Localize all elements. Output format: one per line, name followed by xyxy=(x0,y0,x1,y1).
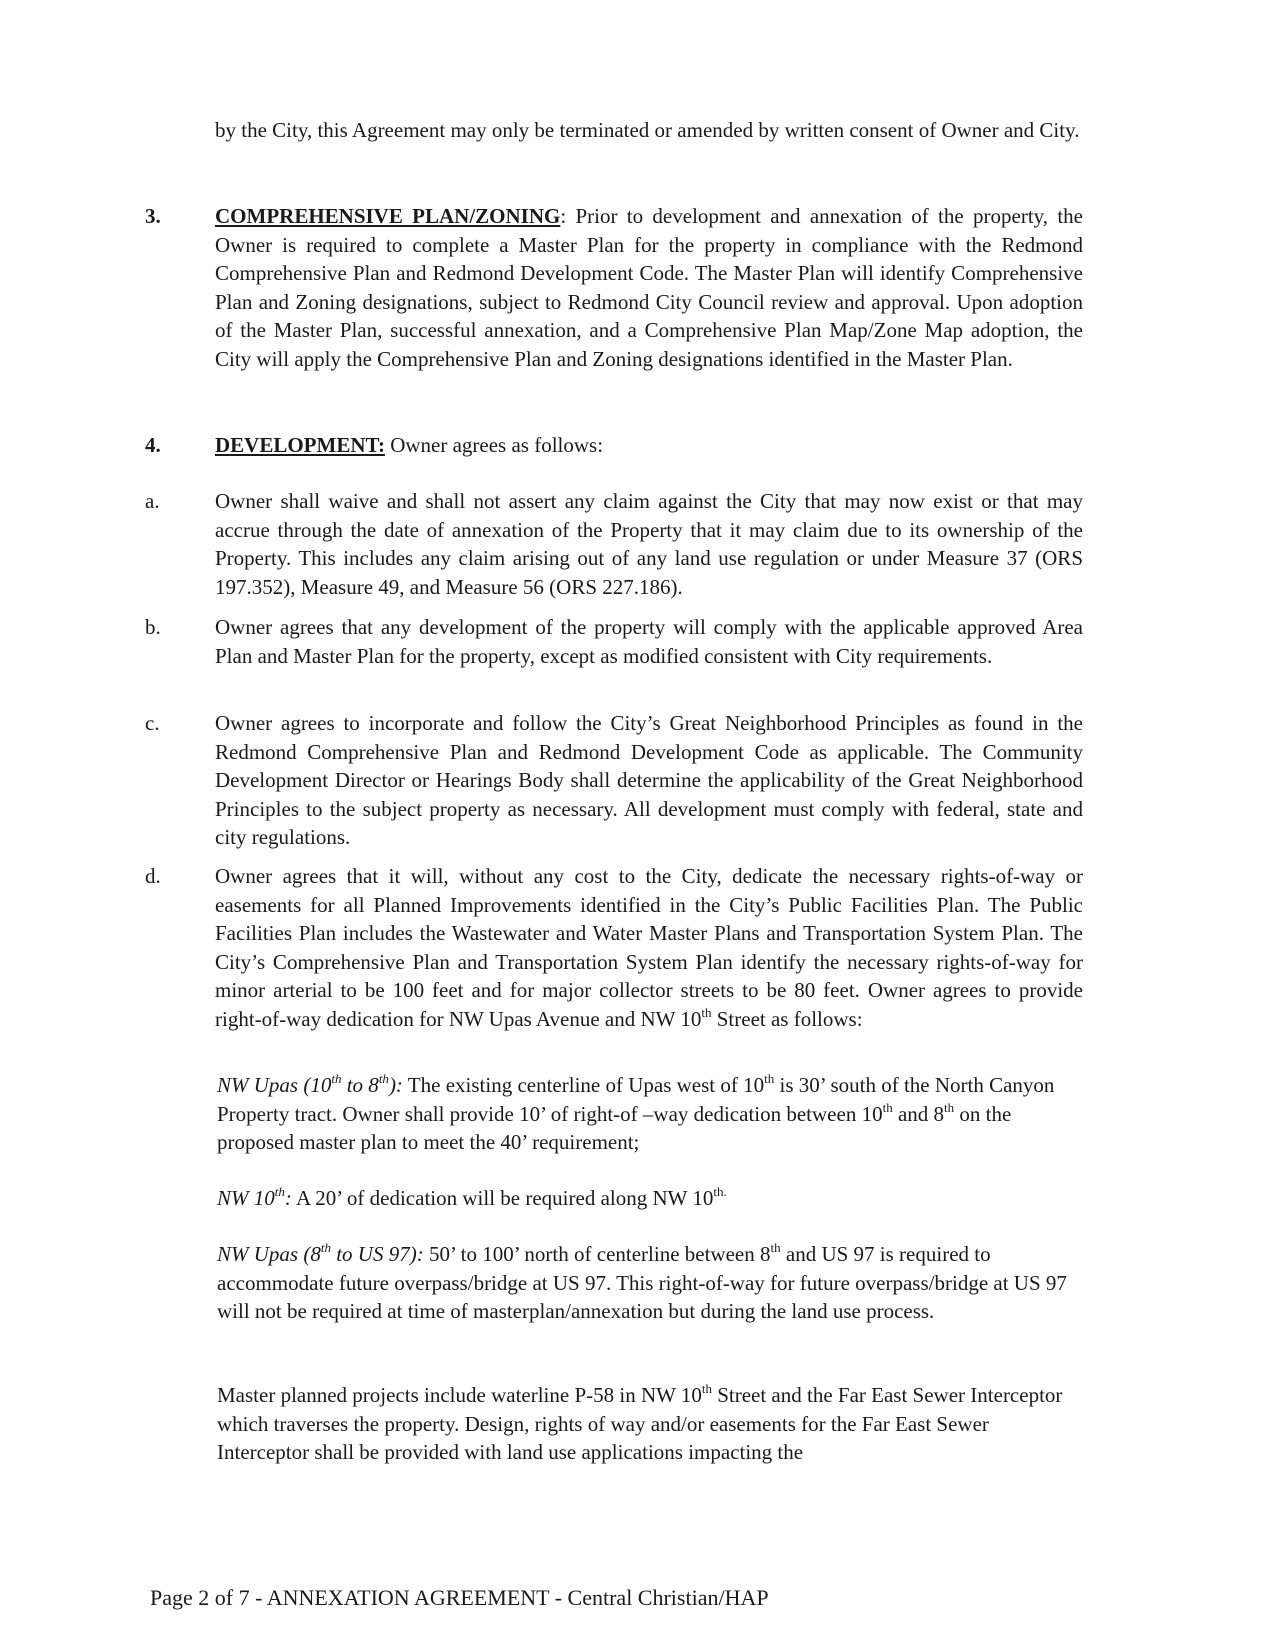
nw-10th-label xyxy=(217,1186,292,1210)
section-4-paragraph xyxy=(215,431,1083,460)
upas-8-us97-label xyxy=(217,1242,424,1266)
upas1-label-b: to 8 xyxy=(341,1073,379,1097)
upas1-sup-b: th xyxy=(882,1099,893,1115)
item-d-text-end: Street as follows: xyxy=(711,1006,863,1031)
upas1-label-c: ): xyxy=(388,1073,403,1097)
section-3-number: 3. xyxy=(145,204,161,228)
upas1-label-a: NW Upas (10 xyxy=(217,1073,332,1097)
item-c-letter: c. xyxy=(145,711,160,735)
section-3-colon: : xyxy=(560,204,567,228)
nw10-sup: th. xyxy=(713,1184,727,1199)
master-text-a: Master planned projects include waterline P-58 in NW 10 xyxy=(217,1383,702,1407)
master-sup: th xyxy=(701,1381,712,1396)
item-b-paragraph xyxy=(215,613,1083,670)
page-footer: Page 2 of 7 - ANNEXATION AGREEMENT - Central Christian/HAP xyxy=(150,1585,769,1610)
section-4-text: Owner agrees as follows: xyxy=(384,433,604,457)
upas2-label-b: to US 97): xyxy=(330,1242,424,1266)
upas-10-8-label xyxy=(217,1073,403,1097)
master-planned-paragraph xyxy=(217,1381,1083,1467)
item-d-letter: d. xyxy=(145,864,161,888)
item-c-paragraph xyxy=(215,709,1083,852)
upas-8-us97-paragraph xyxy=(217,1240,1083,1326)
upas1-label-sup1: th xyxy=(331,1071,342,1086)
item-c-text: Owner agrees to incorporate and follow the City’s Great Neighborhood Principles as found in the Redmond Comprehensive Plan and Redmond Development Code as applicable. The Community Development Director or Hearings Body shall determine the applicability of the Great Neighborhood Principles to the subject property as necessary. All development must comply with federal, state and city regulations. xyxy=(215,711,1083,849)
upas2-label-a: NW Upas (8 xyxy=(217,1242,321,1266)
upas2-label-sup: th xyxy=(320,1240,331,1255)
section-4-heading: DEVELOPMENT: xyxy=(215,433,385,457)
item-d-paragraph xyxy=(215,862,1083,1033)
nw10-label-a: NW 10 xyxy=(217,1186,275,1210)
upas-10-8-paragraph xyxy=(217,1071,1083,1157)
nw10-label-b: : xyxy=(284,1186,292,1210)
upas1-sup-c: th xyxy=(944,1099,955,1115)
section-3-text: Prior to development and annexation of the property, the Owner is required to complete a Master Plan for the property in compliance with the Redmond Comprehensive Plan and Redmond Development Code. The Master Plan will identify Comprehensive Plan and Zoning designations, subject to Redmond City Council review and approval. Upon adoption of the Master Plan, successful annexation, and a Comprehensive Plan Map/Zone Map adoption, the City will apply the Comprehensive Plan and Zoning designations identified in the Master Plan. xyxy=(215,204,1083,371)
item-a-text: Owner shall waive and shall not assert any claim against the City that may now exist or that may accrue through the date of annexation of the Property that it may claim due to its ownership of the Property. This includes any claim arising out of any land use regulation or under Measure 37 (ORS 197.352), Measure 49, and Measure 56 (ORS 227.186). xyxy=(215,489,1083,599)
upas1-text-a: The existing centerline of Upas west of 10 xyxy=(402,1073,765,1097)
upas2-text-a: 50’ to 100’ north of centerline between 8 xyxy=(423,1242,771,1266)
nw10-label-sup: th xyxy=(274,1184,285,1199)
upas1-text-c: and 8 xyxy=(892,1101,945,1126)
item-a-letter: a. xyxy=(145,489,160,513)
intro-text: by the City, this Agreement may only be terminated or amended by written consent of Owner and City. xyxy=(215,118,1080,142)
item-d-sup: th xyxy=(701,1004,712,1020)
upas1-text-d: on the proposed master plan to meet the 40’ requirement; xyxy=(217,1101,1012,1154)
intro-paragraph xyxy=(215,116,1083,145)
section-3-heading: COMPREHENSIVE PLAN/ZONING xyxy=(215,204,561,228)
upas2-text-b: and US 97 is required to accommodate future overpass/bridge at US 97. This right-of-way for future overpass/bridge at US 97 will not be required at time of masterplan/annexation but during the land use process. xyxy=(217,1242,1067,1323)
upas1-sup-a: th xyxy=(764,1071,775,1086)
section-4-number: 4. xyxy=(145,433,161,457)
upas1-label-sup2: th xyxy=(378,1071,389,1086)
upas2-sup: th xyxy=(770,1240,781,1255)
item-b-letter: b. xyxy=(145,615,161,639)
item-a-paragraph xyxy=(215,487,1083,601)
nw10-text-a: A 20’ of dedication will be required along NW 10 xyxy=(291,1186,714,1210)
item-b-text: Owner agrees that any development of the property will comply with the applicable approved Area Plan and Master Plan for the property, except as modified consistent with City requirements. xyxy=(215,615,1083,668)
upas1-text-b: is 30’ south of the North Canyon Property tract. Owner shall provide 10’ of right-of –way dedication between 10 xyxy=(217,1073,1055,1126)
item-d-text-main: Owner agrees that it will, without any cost to the City, dedicate the necessary rights-of-way or easements for all Planned Improvements identified in the City’s Public Facilities Plan. The Public Facilities Plan includes the Wastewater and Water Master Plans and Transportation System Plan. The City’s Comprehensive Plan and Transportation System Plan identify the necessary rights-of-way for minor arterial to be 100 feet and for major collector streets to be 80 feet. Owner agrees to provide right-of-way dedication for NW Upas Avenue and NW 10 xyxy=(215,864,1083,1031)
nw-10th-paragraph xyxy=(217,1184,1083,1213)
master-text-b: Street and the Far East Sewer Interceptor which traverses the property. Design, rights of way and/or easements for the Far East Sewer Interceptor shall be provided with land use applications impacting the xyxy=(217,1383,1063,1464)
section-3-paragraph xyxy=(215,202,1083,373)
